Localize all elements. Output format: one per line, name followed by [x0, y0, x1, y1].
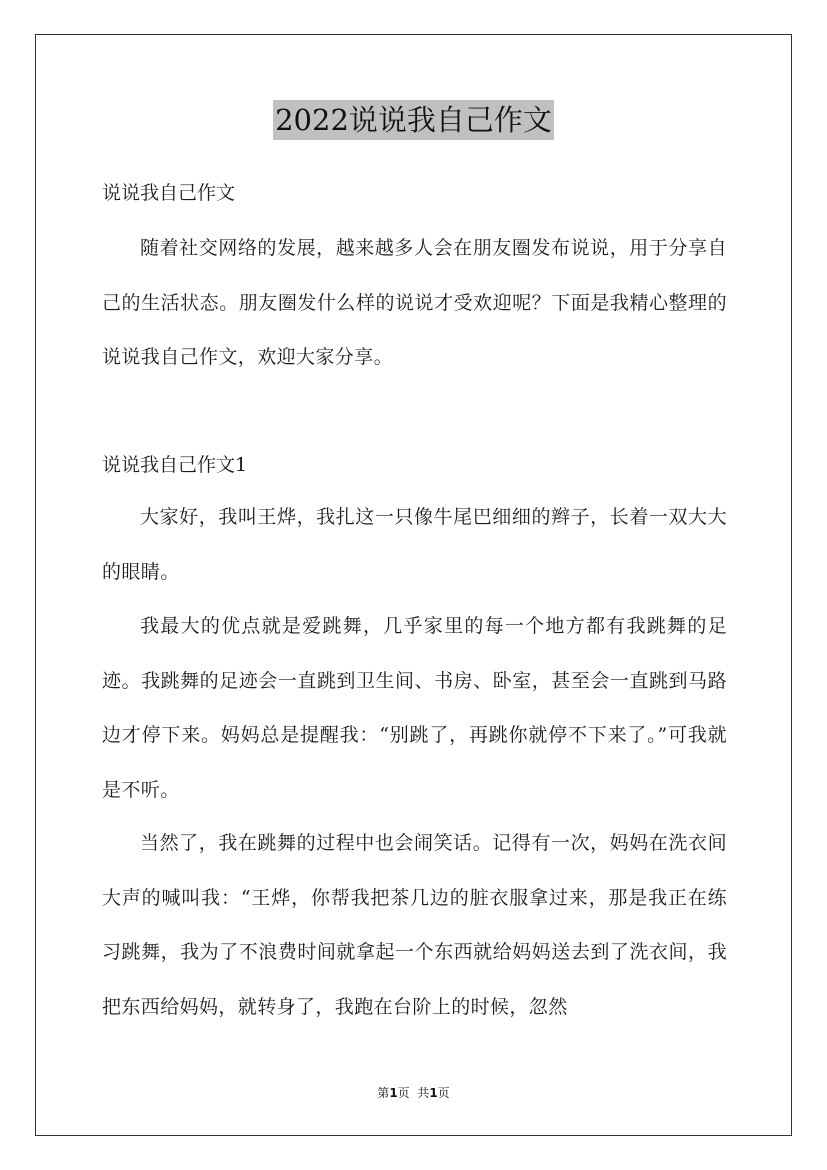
body-paragraph-1: 大家好，我叫王烨，我扎这一只像牛尾巴细细的辫子，长着一双大大的眼睛。: [102, 506, 727, 583]
title-container: [0, 100, 827, 140]
section-heading: 说说我自己作文1: [102, 454, 248, 476]
body-paragraph-2: 我最大的优点就是爱跳舞，几乎家里的每一个地方都有我跳舞的足迹。我跳舞的足迹会一直跳到卫生间、书房、卧室，甚至会一直跳到马路边才停下来。妈妈总是提醒我：“别跳了，再跳你就停不下来了。”可我就是不听。: [102, 615, 727, 801]
body-paragraph-3: 当然了，我在跳舞的过程中也会闹笑话。记得有一次，妈妈在洗衣间大声的喊叫我：“王烨，你帮我把茶几边的脏衣服拿过来，那是我正在练习跳舞，我为了不浪费时间就拿起一个东西就给妈妈送去到了洗衣间，我把东西给妈妈，就转身了，我跑在台阶上的时候，忽然: [102, 832, 727, 1018]
document-title: 2022说说我自己作文: [273, 100, 554, 140]
intro-paragraph: 随着社交网络的发展，越来越多人会在朋友圈发布说说，用于分享自己的生活状态。朋友圈发什么样的说说才受欢迎呢？下面是我精心整理的说说我自己作文，欢迎大家分享。: [102, 237, 727, 368]
document-subtitle: 说说我自己作文: [102, 182, 236, 204]
footer-mid: 页 共: [397, 1086, 430, 1100]
footer-page-number: 1: [389, 1086, 398, 1100]
page-footer: [0, 1084, 827, 1101]
footer-prefix: 第: [377, 1086, 390, 1100]
footer-total-pages: 1: [429, 1086, 438, 1100]
footer-suffix: 页: [437, 1086, 450, 1100]
